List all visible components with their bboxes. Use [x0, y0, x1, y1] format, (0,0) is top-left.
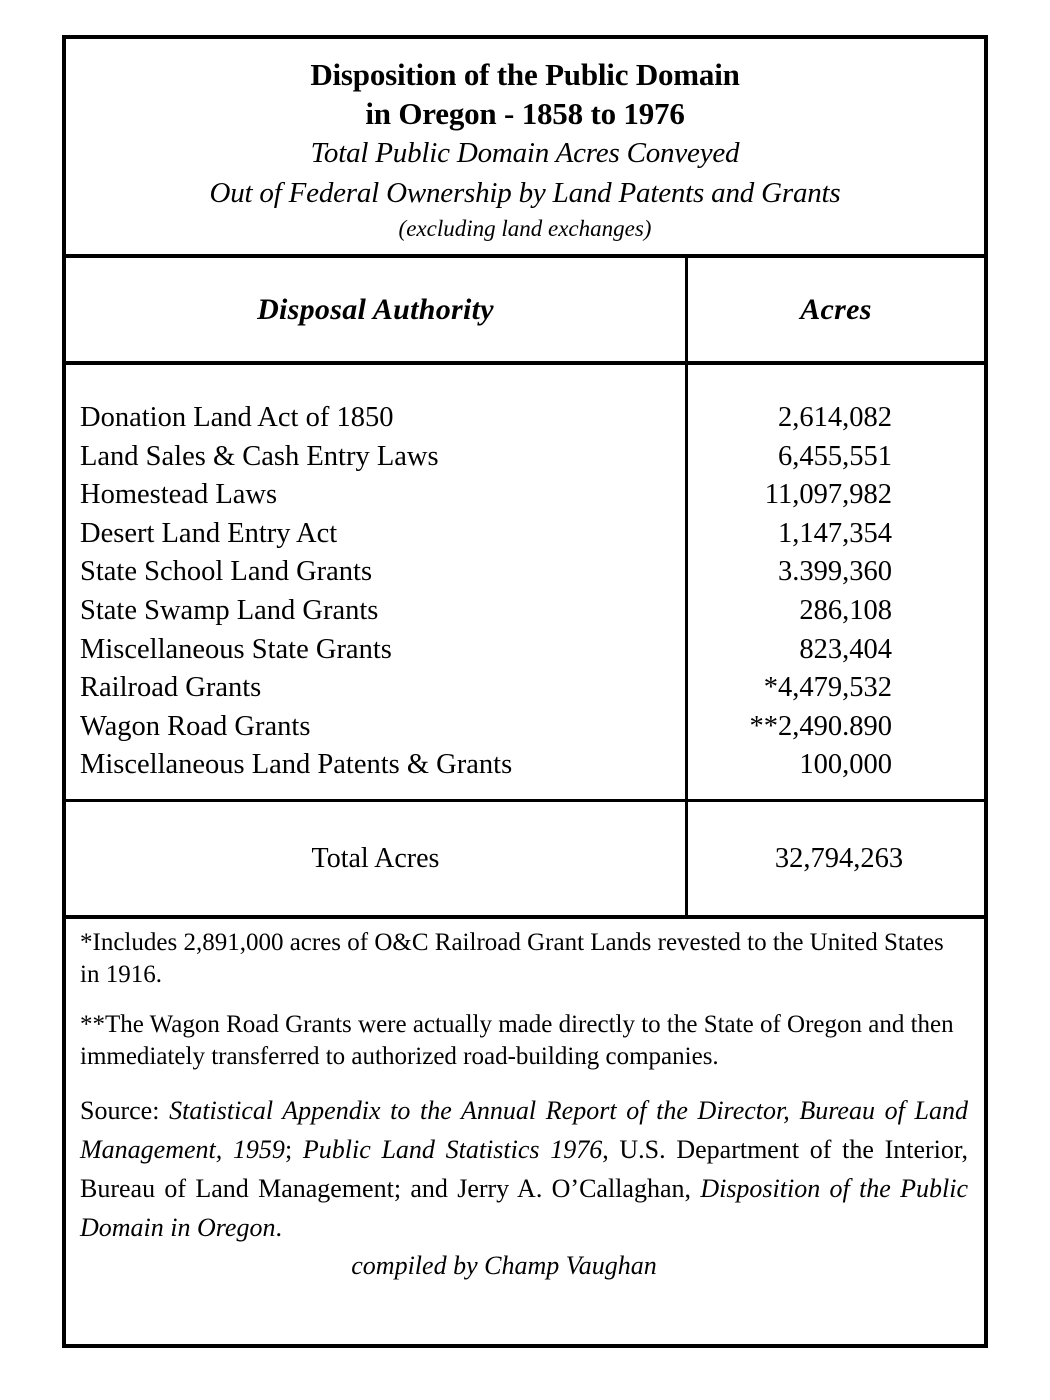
document-parenthetical: (excluding land exchanges): [398, 216, 652, 241]
footnote-double-asterisk: **The Wagon Road Grants were actually made directly to the State of Oregon and then immediately transferred to authorized road-building companies.: [80, 1011, 954, 1070]
document-title-line-1: Disposition of the Public Domain: [310, 57, 740, 92]
source-label: Source:: [80, 1096, 160, 1125]
table-cell-acres: 286,108: [799, 594, 892, 626]
table-cell-acres: 2,614,082: [778, 402, 892, 433]
document-title-line-2: in Oregon - 1858 to 1976: [365, 96, 685, 131]
total-value-cell: [688, 802, 984, 915]
acres-column: [688, 365, 984, 799]
table-row: Donation Land Act of 1850: [80, 402, 394, 433]
document-subtitle-line-2: Out of Federal Ownership by Land Patents and Grants: [209, 177, 841, 209]
table-total-row: [66, 802, 984, 919]
document-subtitle-line-1: Total Public Domain Acres Conveyed: [310, 137, 740, 169]
source-citation: [80, 1091, 968, 1247]
source-title-1: Statistical Appendix to the Annual Report of the Director, Bureau of Land Management, 1959: [80, 1096, 968, 1164]
table-row: Miscellaneous Land Patents & Grants: [80, 749, 513, 781]
table-cell-acres: 11,097,982: [764, 479, 892, 511]
table-frame: [62, 35, 988, 1348]
title-block: [66, 39, 984, 258]
table-cell-acres: 6,455,551: [778, 440, 892, 472]
table-row: State Swamp Land Grants: [80, 594, 379, 626]
footnote-single-asterisk: *Includes 2,891,000 acres of O&C Railroad Grant Lands revested to the United States in 1916.: [80, 929, 944, 988]
table-row: Wagon Road Grants: [80, 710, 311, 742]
table-cell-acres: **2,490.890: [749, 710, 892, 742]
total-label: Total Acres: [311, 842, 440, 874]
compiler-credit: compiled by Champ Vaughan: [351, 1251, 657, 1280]
source-title-3: Disposition of the Public Domain in Oregon: [80, 1174, 969, 1242]
table-cell-acres: 823,404: [799, 633, 892, 665]
table-row: State School Land Grants: [80, 556, 373, 588]
table-row: Land Sales & Cash Entry Laws: [80, 440, 439, 472]
authority-column: [66, 365, 688, 799]
table-cell-acres: *4,479,532: [763, 672, 892, 704]
total-label-cell: [66, 802, 688, 915]
source-title-2: Public Land Statistics 1976: [302, 1135, 603, 1164]
table-body: [66, 365, 984, 802]
table-cell-acres: 1,147,354: [778, 517, 892, 549]
notes-section: [66, 919, 984, 1281]
source-separator-1: ;: [284, 1135, 293, 1164]
table-header-row: [66, 258, 984, 365]
column-header-acres-label: Acres: [800, 292, 872, 326]
column-header-authority-label: Disposal Authority: [257, 292, 494, 326]
column-header-acres-cell: [688, 258, 984, 361]
table-cell-acres: 100,000: [799, 749, 892, 781]
table-row: Homestead Laws: [80, 479, 278, 511]
table-row: Railroad Grants: [80, 672, 262, 704]
table-cell-acres: 3.399,360: [778, 556, 892, 588]
table-row: Miscellaneous State Grants: [80, 633, 392, 665]
total-acres-value: 32,794,263: [774, 842, 904, 874]
source-publisher: , U.S. Department of the Interior, Bureau of Land Management; and Jerry A. O’Callaghan,: [80, 1135, 968, 1203]
table-row: Desert Land Entry Act: [80, 517, 338, 549]
column-header-authority-cell: [66, 258, 688, 361]
source-terminator: .: [275, 1213, 282, 1242]
